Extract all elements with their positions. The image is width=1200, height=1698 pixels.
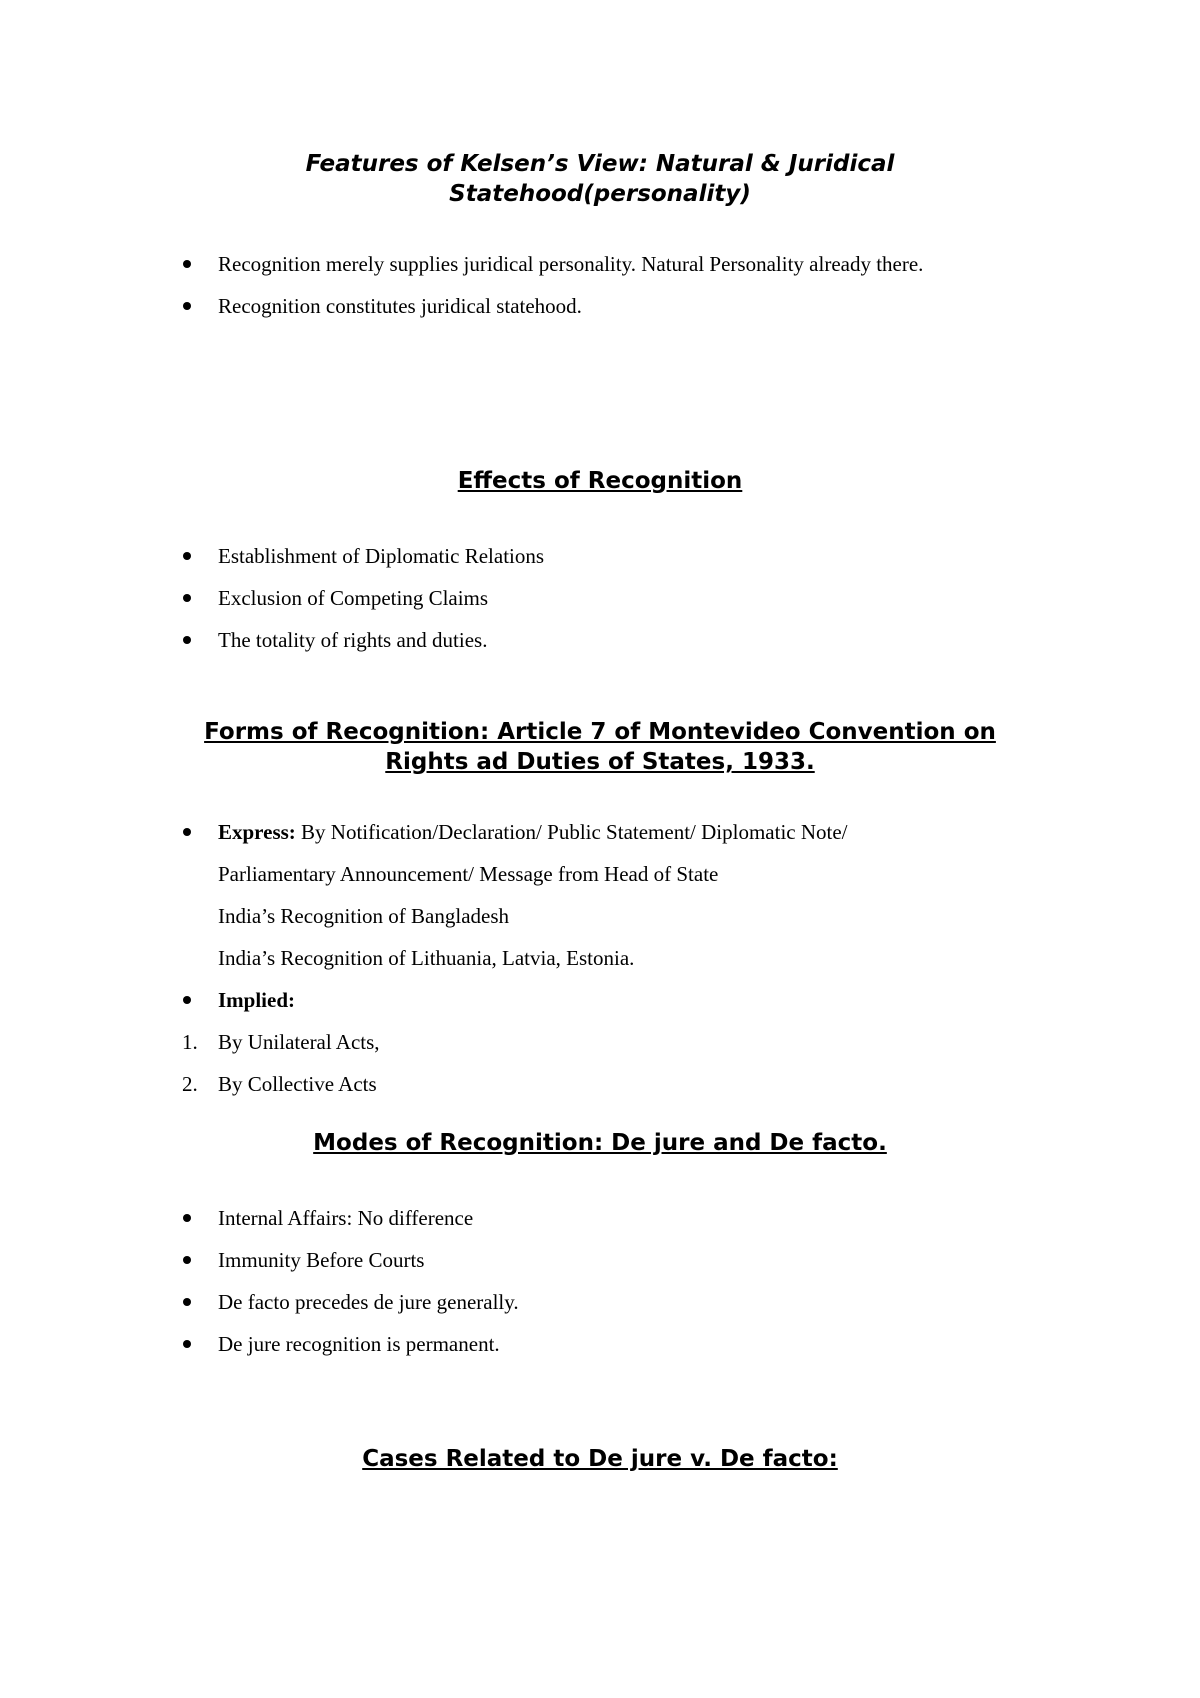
list-item: Immunity Before Courts — [218, 1248, 425, 1272]
bullet-icon — [183, 636, 191, 644]
bullet-icon — [183, 1256, 191, 1264]
bullet-icon — [183, 594, 191, 602]
section-title-modes: Modes of Recognition: De jure and De facto. — [313, 1130, 887, 1156]
express-line: Parliamentary Announcement/ Message from Head of State — [218, 862, 719, 886]
express-line: India’s Recognition of Bangladesh — [218, 904, 510, 928]
express-label: Express: — [218, 820, 296, 844]
bullet-icon — [183, 1214, 191, 1222]
section-title-effects: Effects of Recognition — [457, 468, 743, 494]
bullet-icon — [183, 996, 191, 1004]
express-text: By Notification/Declaration/ Public Statement/ Diplomatic Note/ — [295, 820, 848, 844]
list-item: Establishment of Diplomatic Relations — [218, 544, 545, 568]
numbered-item: By Collective Acts — [218, 1072, 377, 1096]
bullet-icon — [183, 552, 191, 560]
bullet-icon — [183, 260, 191, 268]
list-item: De facto precedes de jure generally. — [218, 1290, 519, 1314]
section-title-kelsen-line2: Statehood(personality) — [449, 181, 751, 207]
list-item-express — [218, 818, 848, 846]
express-line: India’s Recognition of Lithuania, Latvia, Estonia. — [218, 946, 635, 970]
list-item: Exclusion of Competing Claims — [218, 586, 489, 610]
section-title-forms-line1: Forms of Recognition: Article 7 of Montevideo Convention on — [204, 719, 996, 745]
section-title-cases: Cases Related to De jure v. De facto: — [362, 1446, 838, 1472]
bullet-icon — [183, 302, 191, 310]
section-title-forms-line2: Rights ad Duties of States, 1933. — [385, 749, 815, 775]
bullet-icon — [183, 1340, 191, 1348]
section-title-kelsen-line1: Features of Kelsen’s View: Natural & Juridical — [305, 151, 895, 177]
bullet-icon — [183, 1298, 191, 1306]
list-number: 1. — [182, 1030, 198, 1054]
implied-label: Implied: — [218, 988, 296, 1012]
list-item: De jure recognition is permanent. — [218, 1332, 500, 1356]
list-item: Recognition merely supplies juridical personality. Natural Personality already there. — [218, 252, 924, 276]
list-item: Recognition constitutes juridical statehood. — [218, 294, 582, 318]
list-item: Internal Affairs: No difference — [218, 1206, 474, 1230]
list-number: 2. — [182, 1072, 198, 1096]
numbered-item: By Unilateral Acts, — [218, 1030, 380, 1054]
bullet-icon — [183, 828, 191, 836]
list-item: The totality of rights and duties. — [218, 628, 488, 652]
